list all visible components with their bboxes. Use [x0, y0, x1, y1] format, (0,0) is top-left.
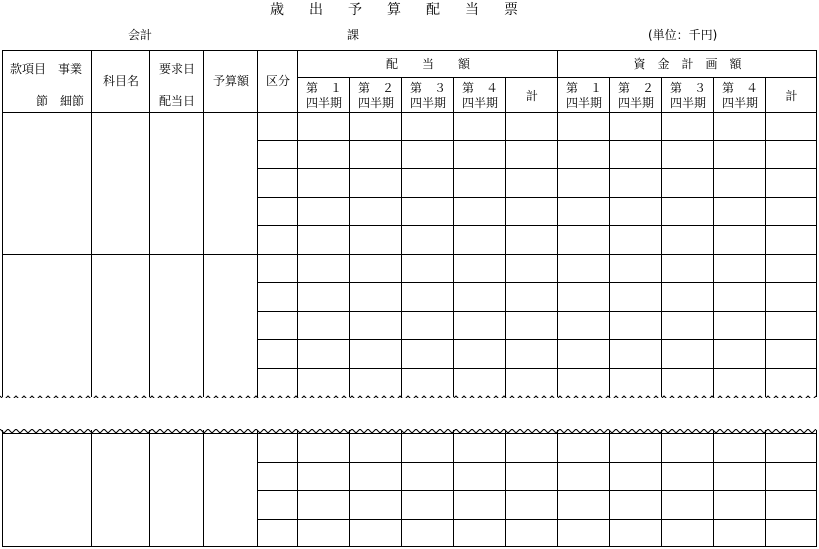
header-kanko: 款項目 事業 — [10, 62, 83, 76]
unit-label: (単位：千円) — [648, 28, 718, 42]
break-line-bottom — [0, 429, 816, 433]
haito-q1-top: 第 １ — [305, 81, 342, 95]
haito-q2-bottom: 四半期 — [357, 96, 394, 110]
header-haito-group: 配 当 額 — [385, 57, 470, 71]
header-setsu: 節 細節 — [36, 94, 85, 108]
shikin-q3-top: 第 ３ — [669, 81, 706, 95]
kaikei-label: 会計 — [128, 28, 153, 42]
shikin-q3-bottom: 四半期 — [669, 96, 706, 110]
shikin-q2-top: 第 ２ — [617, 81, 654, 95]
header-haitobi: 配当日 — [158, 94, 195, 108]
haito-q4-top: 第 ４ — [461, 81, 498, 95]
header-shikin-group: 資 金 計 画 額 — [633, 57, 742, 71]
haito-q3-top: 第 ３ — [409, 81, 446, 95]
haito-q4-bottom: 四半期 — [461, 96, 498, 110]
header-yokyubi: 要求日 — [158, 62, 195, 76]
ka-label: 課 — [347, 28, 360, 42]
page-title: 歳出予算配当票 — [270, 2, 543, 18]
haito-kei: 計 — [525, 89, 538, 103]
header-yosangaku: 予算額 — [212, 74, 249, 88]
shikin-q2-bottom: 四半期 — [617, 96, 654, 110]
shikin-kei: 計 — [785, 89, 798, 103]
haito-q3-bottom: 四半期 — [409, 96, 446, 110]
haito-q2-top: 第 ２ — [357, 81, 394, 95]
shikin-q1-top: 第 １ — [565, 81, 602, 95]
shikin-q4-top: 第 ４ — [721, 81, 758, 95]
header-kamoku: 科目名 — [102, 74, 139, 88]
shikin-q4-bottom: 四半期 — [721, 96, 758, 110]
haito-q1-bottom: 四半期 — [305, 96, 342, 110]
shikin-q1-bottom: 四半期 — [565, 96, 602, 110]
header-kubun: 区分 — [265, 74, 290, 88]
